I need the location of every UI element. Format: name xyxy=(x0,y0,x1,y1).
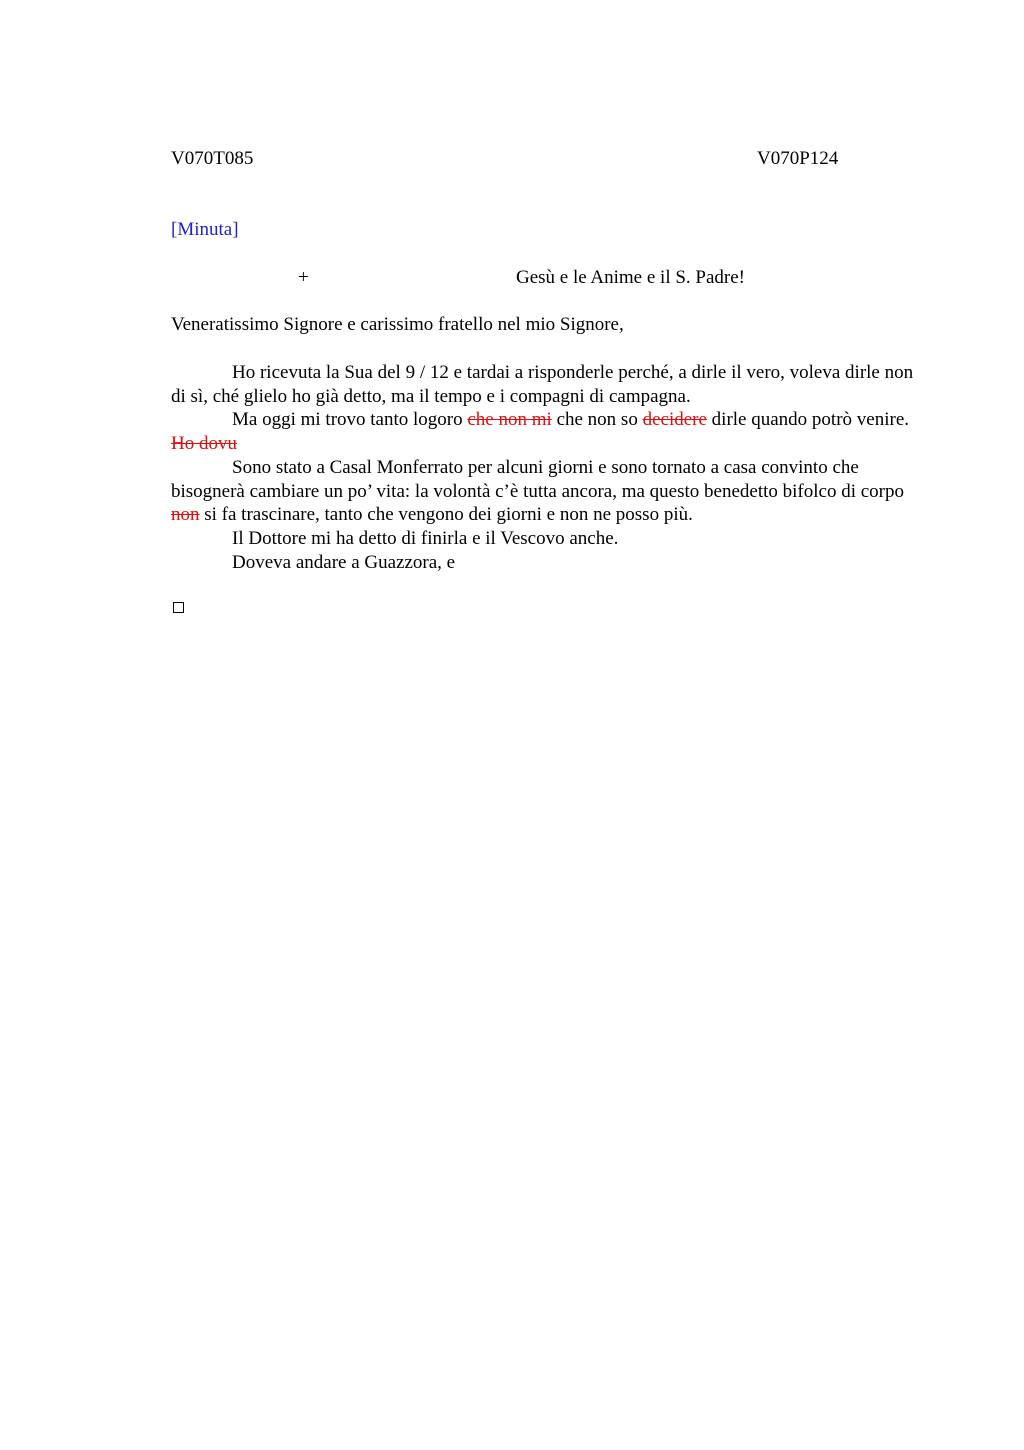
salutation: Veneratissimo Signore e carissimo fratello nel mio Signore, xyxy=(171,314,624,335)
deleted-text: che non mi xyxy=(467,409,552,431)
deleted-text: non xyxy=(171,504,200,526)
paragraph-3 xyxy=(171,456,931,527)
deleted-text: Ho dovu xyxy=(171,433,237,455)
paragraph-3-text-1: Sono stato a Casal Monferrato per alcuni giorni e sono tornato a casa convinto che bisognerà cambiare un po’ vita: la volontà c’è tutta ancora, ma questo benedetto bifolco di corpo xyxy=(171,456,904,502)
deleted-text: decidere xyxy=(642,409,707,431)
paragraph-3-text-2: si fa trascinare, tanto che vengono dei giorni e non ne posso più. xyxy=(199,504,693,526)
paragraph-1: Ho ricevuta la Sua del 9 / 12 e tardai a risponderle perché, a dirle il vero, voleva dirle non di sì, ché glielo ho già detto, ma il tempo e i compagni di campagna. xyxy=(171,362,914,407)
paragraph-5: Doveva andare a Guazzora, e xyxy=(232,551,456,573)
paragraph-2-text-2: che non so xyxy=(551,409,643,431)
minuta-label: [Minuta] xyxy=(171,219,239,240)
document-code-left: V070T085 xyxy=(171,148,254,169)
paragraph-2-text-3: dirle quando potrò venire. xyxy=(706,409,910,431)
paragraph-2 xyxy=(171,408,931,455)
end-marker-box xyxy=(173,602,184,613)
invocation-heading: Gesù e le Anime e il S. Padre! xyxy=(516,267,746,288)
cross-symbol: + xyxy=(298,267,309,288)
document-code-right: V070P124 xyxy=(757,148,839,169)
letter-body xyxy=(171,361,931,574)
paragraph-2-text-1: Ma oggi mi trovo tanto logoro xyxy=(232,409,468,431)
paragraph-4: Il Dottore mi ha detto di finirla e il Vescovo anche. xyxy=(232,527,619,549)
